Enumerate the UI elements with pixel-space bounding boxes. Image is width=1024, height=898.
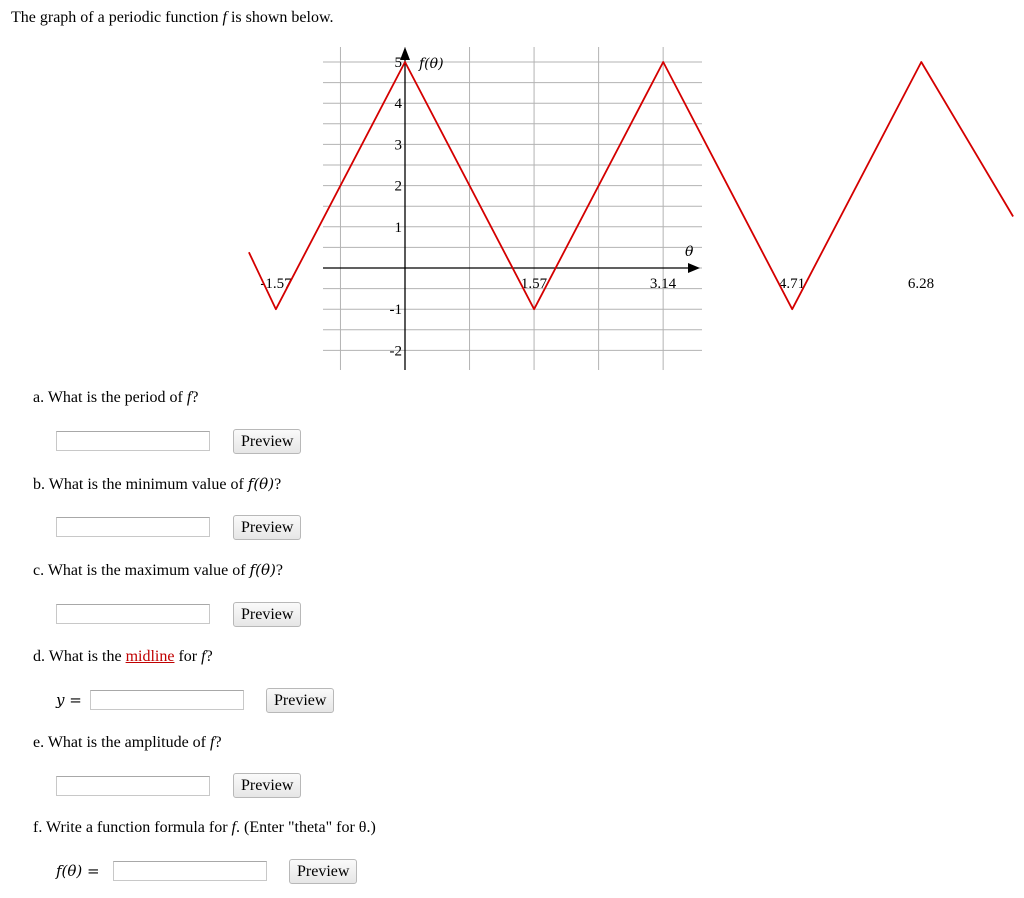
y-tick-label: 3 [394, 137, 402, 154]
y-tick-label: -2 [389, 343, 402, 360]
question-a-math: f [186, 389, 192, 406]
x-axis-label: θ [685, 244, 694, 260]
y-axis-label: f(θ) [419, 56, 444, 72]
y-tick-label: -1 [389, 302, 402, 319]
intro-func: f [222, 9, 227, 26]
question-b [33, 475, 281, 494]
midline-prefix: y = [56, 691, 82, 709]
x-axis-arrow [688, 263, 700, 273]
question-d [33, 648, 213, 666]
question-a-text: a. What is the period of [33, 389, 187, 406]
question-c-end: ? [275, 562, 283, 579]
y-tick-label: 4 [394, 96, 402, 113]
midline-link[interactable]: midline [125, 648, 175, 665]
preview-button-a[interactable]: Preview [233, 429, 301, 454]
question-f-end: . (Enter "theta" for θ.) [236, 819, 376, 836]
question-f [33, 819, 376, 837]
question-d-end: ? [205, 648, 213, 665]
intro-text-before: The graph of a periodic function [11, 9, 223, 26]
question-a-end: ? [191, 389, 199, 406]
question-a [33, 389, 198, 407]
formula-answer-input[interactable] [113, 861, 267, 881]
question-b-text: b. What is the minimum value of [33, 476, 248, 493]
preview-button-d[interactable]: Preview [266, 688, 334, 713]
midline-answer-input[interactable] [90, 690, 244, 710]
question-b-math: f(θ) [247, 475, 275, 493]
y-tick-label: 2 [394, 178, 402, 195]
question-c-math: f(θ) [249, 561, 276, 579]
period-answer-input[interactable] [56, 431, 210, 451]
x-tick-label: 4.71 [778, 276, 806, 292]
question-e [33, 734, 222, 752]
y-tick-label: 1 [394, 219, 402, 236]
preview-button-e[interactable]: Preview [233, 773, 301, 798]
question-f-math: f [231, 819, 236, 836]
amplitude-answer-input[interactable] [56, 776, 210, 796]
question-e-text: e. What is the amplitude of [33, 734, 210, 751]
minimum-answer-input[interactable] [56, 517, 210, 537]
question-e-end: ? [214, 734, 222, 751]
preview-button-b[interactable]: Preview [233, 515, 301, 540]
preview-button-f[interactable]: Preview [289, 859, 357, 884]
x-tick-label: 1.57 [520, 276, 548, 292]
maximum-answer-input[interactable] [56, 604, 210, 624]
question-d-mid: for [174, 648, 202, 665]
x-tick-label: 3.14 [649, 276, 677, 292]
question-b-end: ? [274, 476, 282, 493]
question-d-text: d. What is the [33, 648, 126, 665]
question-c-text: c. What is the maximum value of [33, 562, 250, 579]
formula-prefix: f(θ) = [56, 862, 100, 880]
axes [323, 47, 700, 370]
function-graph [260, 42, 935, 378]
intro-text-after: is shown below. [226, 9, 334, 26]
tick-labels [260, 55, 934, 359]
question-c [33, 561, 283, 580]
question-e-math: f [210, 734, 215, 751]
preview-button-c[interactable]: Preview [233, 602, 301, 627]
y-tick-label: 5 [394, 55, 402, 71]
x-tick-label: -1.57 [260, 276, 292, 292]
x-tick-label: 6.28 [907, 276, 935, 292]
question-f-text: f. Write a function formula for [33, 819, 232, 836]
intro-text [11, 9, 333, 27]
question-d-math: f [201, 648, 206, 665]
